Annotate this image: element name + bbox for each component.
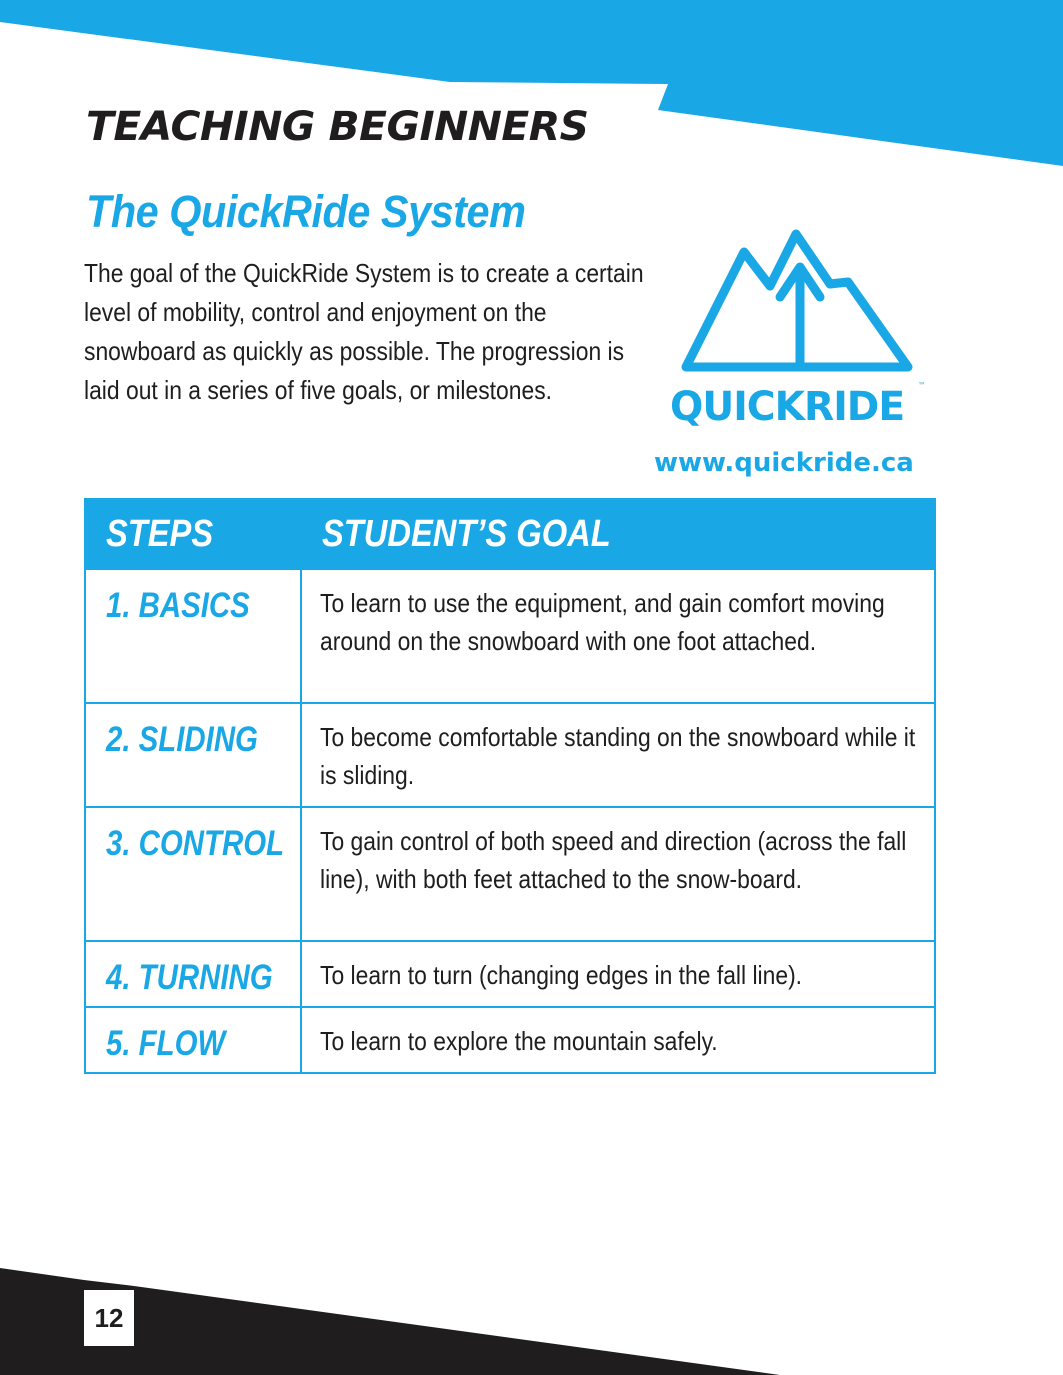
table-row — [85, 569, 935, 703]
header-students-goal: STUDENT’S GOAL — [301, 499, 935, 569]
goal-flow: To learn to explore the mountain safely. — [301, 1007, 935, 1073]
goal-basics: To learn to use the equipment, and gain comfort moving around on the snowboard with one foot attached. — [301, 569, 935, 703]
table-row — [85, 1007, 935, 1073]
bottom-dark-band — [0, 1260, 1063, 1375]
goal-turning: To learn to turn (changing edges in the fall line). — [301, 941, 935, 1007]
table-row — [85, 807, 935, 941]
header-steps: STEPS — [85, 499, 301, 569]
section-title: TEACHING BEGINNERS — [86, 104, 589, 150]
step-turning: 4. TURNING — [85, 941, 301, 1007]
subtitle: The QuickRide System — [86, 186, 526, 237]
trademark-symbol: ™ — [918, 381, 926, 390]
step-flow: 5. FLOW — [85, 1007, 301, 1073]
steps-table — [84, 498, 936, 1074]
logo-wordmark: QUICKRIDE — [670, 384, 905, 430]
table-header-row — [85, 499, 935, 569]
table-row — [85, 703, 935, 807]
goal-control: To gain control of both speed and direction (across the fall line), with both feet attached to the snow-board. — [301, 807, 935, 941]
table-row — [85, 941, 935, 1007]
step-control: 3. CONTROL — [85, 807, 301, 941]
page-number: 12 — [84, 1290, 134, 1346]
step-basics: 1. BASICS — [85, 569, 301, 703]
goal-sliding: To become comfortable standing on the snowboard while it is sliding. — [301, 703, 935, 807]
intro-paragraph: The goal of the QuickRide System is to create a certain level of mobility, control and enjoyment on the snowboard as quickly as possible. The progression is laid out in a series of five goals, or milestones. — [84, 258, 644, 405]
website-url[interactable]: www.quickride.ca — [654, 448, 914, 478]
step-sliding: 2. SLIDING — [85, 703, 301, 807]
